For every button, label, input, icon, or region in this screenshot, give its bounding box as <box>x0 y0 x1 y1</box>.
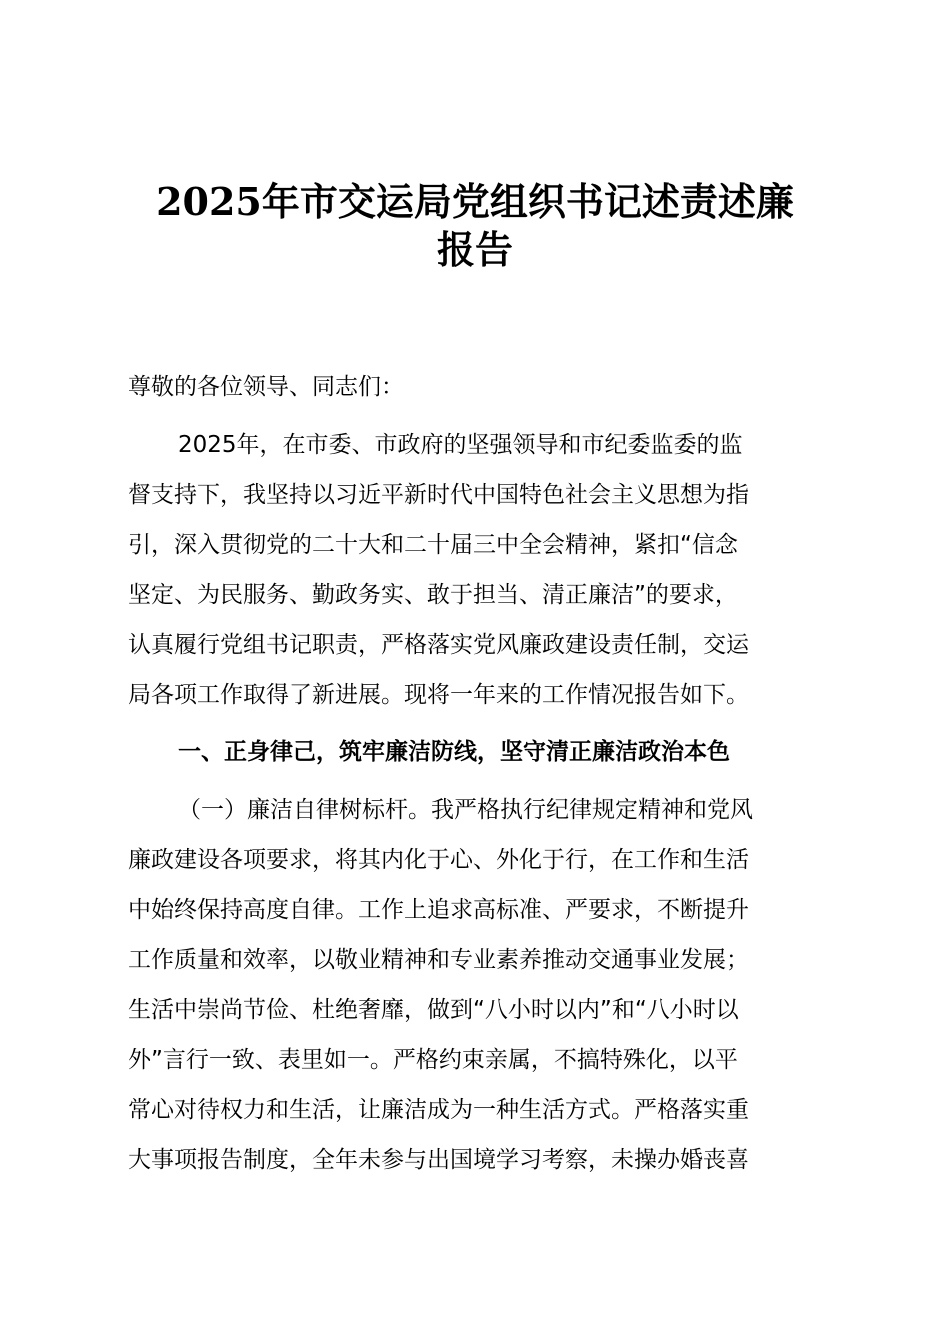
section-1-heading: 一、正身律己，筑牢廉洁防线，坚守清正廉洁政治本色 <box>178 739 730 765</box>
intro-line-3: 引，深入贯彻党的二十大和二十届三中全会精神，紧扣“信念 <box>128 532 738 558</box>
section-1-line-8: 大事项报告制度，全年未参与出国境学习考察，未操办婚丧喜 <box>128 1147 749 1173</box>
section-1-line-2: 廉政建设各项要求，将其内化于心、外化于行，在工作和生活 <box>128 847 749 873</box>
document-title-line-2: 报告 <box>436 227 513 272</box>
section-1-line-5: 生活中崇尚节俭、杜绝奢靡，做到“八小时以内”和“八小时以 <box>128 997 739 1023</box>
section-1-line-7: 常心对待权力和生活，让廉洁成为一种生活方式。严格落实重 <box>128 1097 749 1123</box>
section-1-line-4: 工作质量和效率，以敬业精神和专业素养推动交通事业发展； <box>128 947 749 973</box>
section-1-line-6: 外”言行一致、表里如一。严格约束亲属，不搞特殊化，以平 <box>128 1047 738 1073</box>
intro-line-1: 2025年，在市委、市政府的坚强领导和市纪委监委的监 <box>178 432 743 458</box>
section-1-line-1: （一）廉洁自律树标杆。我严格执行纪律规定精神和党风 <box>178 797 753 823</box>
document-title-line-1: 2025年市交运局党组织书记述责述廉 <box>156 179 794 224</box>
section-1-line-3: 中始终保持高度自律。工作上追求高标准、严要求，不断提升 <box>128 897 749 923</box>
intro-line-5: 认真履行党组书记职责，严格落实党风廉政建设责任制，交运 <box>128 632 749 658</box>
intro-line-2: 督支持下，我坚持以习近平新时代中国特色社会主义思想为指 <box>128 482 749 508</box>
intro-line-4: 坚定、为民服务、勤政务实、敢于担当、清正廉洁”的要求， <box>128 582 738 608</box>
intro-line-6: 局各项工作取得了新进展。现将一年来的工作情况报告如下。 <box>128 682 749 708</box>
salutation: 尊敬的各位领导、同志们： <box>128 374 404 400</box>
